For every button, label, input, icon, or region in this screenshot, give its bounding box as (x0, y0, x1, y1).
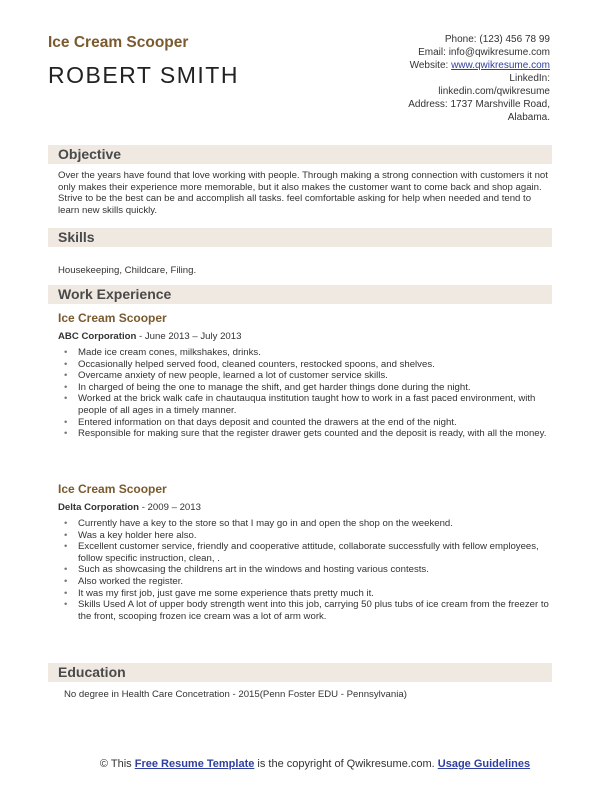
job-dates: - 2009 – 2013 (139, 502, 201, 513)
contact-website (320, 59, 550, 72)
list-item: • Occasionally helped served food, cleaned counters, restocked spoons, and shelves. (58, 359, 550, 371)
email-label: Email: (418, 47, 446, 58)
list-item: • Was a key holder here also. (58, 530, 550, 542)
list-item: • Worked at the brick walk cafe in chautauqua institution taught how to work in a fast paced environment, with people of all ages in a timely manner. (58, 393, 550, 416)
company-name: ABC Corporation (58, 331, 137, 342)
company-name: Delta Corporation (58, 502, 140, 513)
list-item: • Such as showcasing the childrens art in the windows and hosting various contests. (58, 564, 550, 576)
objective-text: Over the years have found that love working with people. Through making a strong connection with customers it not only makes their experience more memorable, but it also makes the customer want to come back and shop again. Strive to be the best can be and accomplish all tasks. feel comfortable asking for help when needed and tend to learn new skills quickly. (58, 170, 548, 216)
list-item: • Currently have a key to the store so that I may go in and open the shop on the weekend. (58, 518, 550, 530)
usage-guidelines-link[interactable]: Usage Guidelines (437, 758, 531, 770)
contact-phone (320, 33, 550, 46)
duties-list (58, 347, 550, 440)
skills-text: Housekeeping, Childcare, Filing. (58, 265, 197, 276)
job-dates: - June 2013 – July 2013 (136, 331, 242, 342)
education-text: No degree in Health Care Concetration - 2015(Penn Foster EDU - Pennsylvania) (64, 689, 407, 700)
section-heading: Work Experience (58, 286, 172, 302)
list-item: • Excellent customer service, friendly and cooperative attitude, collaborate successfully with fellow employees, follow specific instruction, clean, . (58, 541, 550, 564)
list-item: • Also worked the register. (58, 576, 550, 588)
section-heading: Skills (58, 229, 95, 245)
email-value: info@qwikresume.com (448, 47, 550, 58)
list-item: • Overcame anxiety of new people, learned a lot of customer service skills. (58, 370, 550, 382)
job-role: Ice Cream Scooper (58, 482, 167, 496)
job-role: Ice Cream Scooper (58, 311, 167, 325)
contact-address (320, 98, 550, 111)
contact-linkedin-label: LinkedIn: (509, 73, 550, 84)
job-title: Ice Cream Scooper (48, 34, 189, 51)
footer-middle: is the copyright of Qwikresume.com. (254, 758, 438, 770)
phone-value: (123) 456 78 99 (479, 34, 550, 45)
job-company-line (58, 502, 201, 513)
list-item: • Entered information on that days deposit and counted the drawers at the end of the night. (58, 417, 550, 429)
duties-list (58, 518, 550, 622)
website-label: Website: (409, 60, 449, 71)
section-heading: Objective (58, 146, 122, 162)
contact-linkedin-value: linkedin.com/qwikresume (438, 86, 550, 97)
job-company-line (58, 331, 241, 342)
website-link[interactable]: www.qwikresume.com (451, 60, 550, 71)
section-objective (48, 145, 552, 164)
phone-label: Phone: (444, 34, 477, 45)
list-item: • In charged of being the one to manage the shift, and get harder things done during the night. (58, 382, 550, 394)
footer-prefix: © This (99, 758, 135, 770)
list-item: • Responsible for making sure that the register drawer gets counted and the deposit is ready, with all the money. (58, 428, 550, 440)
address-label: Address: (408, 99, 448, 110)
contact-email (320, 46, 550, 59)
contact-address-line2: Alabama. (507, 112, 550, 123)
section-skills (48, 228, 552, 247)
list-item: • Made ice cream cones, milkshakes, drinks. (58, 347, 550, 359)
candidate-name: ROBERT SMITH (48, 62, 239, 88)
section-work-experience (48, 285, 552, 304)
list-item: • It was my first job, just gave me some experience thats pretty much it. (58, 588, 550, 600)
address-value: 1737 Marshville Road, (450, 99, 550, 110)
footer-copyright (80, 758, 550, 771)
contact-block (320, 33, 550, 124)
section-education (48, 663, 552, 682)
list-item: • Skills Used A lot of upper body strength went into this job, carrying 50 plus tubs of ice cream from the freezer to the front, scooping frozen ice cream was a lot of arm work. (58, 599, 550, 622)
section-heading: Education (58, 664, 126, 680)
free-resume-template-link[interactable]: Free Resume Template (134, 758, 255, 770)
